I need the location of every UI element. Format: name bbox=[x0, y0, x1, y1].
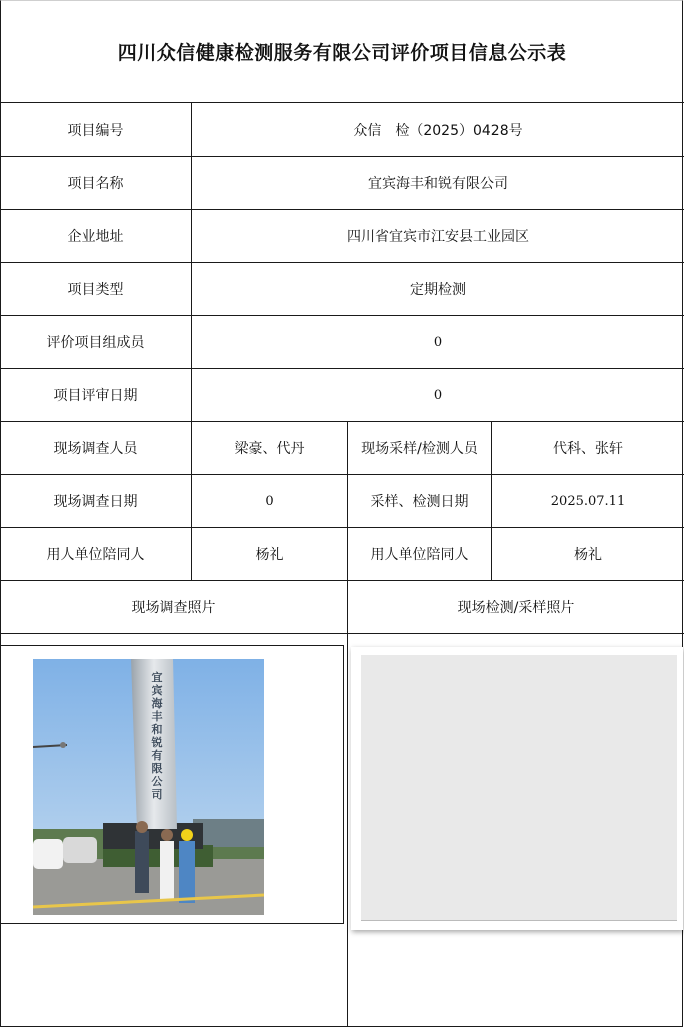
value-escort-2: 杨礼 bbox=[574, 547, 602, 563]
label-review-date: 项目评审日期 bbox=[53, 388, 138, 404]
label-sampling-staff: 现场采样/检测人员 bbox=[361, 441, 478, 457]
label-project-name: 项目名称 bbox=[67, 176, 124, 192]
label-team-members: 评价项目组成员 bbox=[46, 335, 145, 351]
value-project-type: 定期检测 bbox=[410, 282, 466, 298]
sampling-photo-header: 现场检测/采样照片 bbox=[457, 600, 575, 616]
label-project-no: 项目编号 bbox=[67, 122, 124, 139]
value-sampling-date: 2025.07.11 bbox=[550, 493, 626, 509]
page-title: 四川众信健康检测服务有限公司评价项目信息公示表 bbox=[117, 41, 567, 64]
value-team-members: 0 bbox=[433, 334, 443, 350]
sampling-photo-frame bbox=[351, 647, 683, 930]
sampling-photo-placeholder bbox=[361, 655, 677, 921]
label-survey-date: 现场调查日期 bbox=[53, 494, 138, 510]
label-company-address: 企业地址 bbox=[67, 229, 124, 245]
label-survey-staff: 现场调查人员 bbox=[53, 441, 138, 457]
value-project-no: 众信 检（2025）0428号 bbox=[353, 122, 523, 139]
sign-text: 宜宾海丰和锐有限公司 bbox=[151, 671, 163, 801]
survey-photo[interactable] bbox=[33, 659, 264, 915]
value-survey-staff: 梁豪、代丹 bbox=[234, 441, 305, 457]
value-escort: 杨礼 bbox=[255, 547, 284, 563]
value-survey-date: 0 bbox=[265, 493, 274, 509]
value-company-address: 四川省宜宾市江安县工业园区 bbox=[347, 229, 529, 245]
survey-photo-header: 现场调查照片 bbox=[131, 600, 216, 616]
label-sampling-date: 采样、检测日期 bbox=[370, 494, 469, 510]
label-escort: 用人单位陪同人 bbox=[46, 547, 145, 563]
label-escort-2: 用人单位陪同人 bbox=[370, 547, 469, 563]
grid-line bbox=[0, 633, 684, 634]
value-review-date: 0 bbox=[433, 387, 443, 403]
value-project-name: 宜宾海丰和锐有限公司 bbox=[368, 176, 508, 192]
value-sampling-staff: 代科、张轩 bbox=[553, 441, 623, 457]
label-project-type: 项目类型 bbox=[67, 282, 124, 298]
